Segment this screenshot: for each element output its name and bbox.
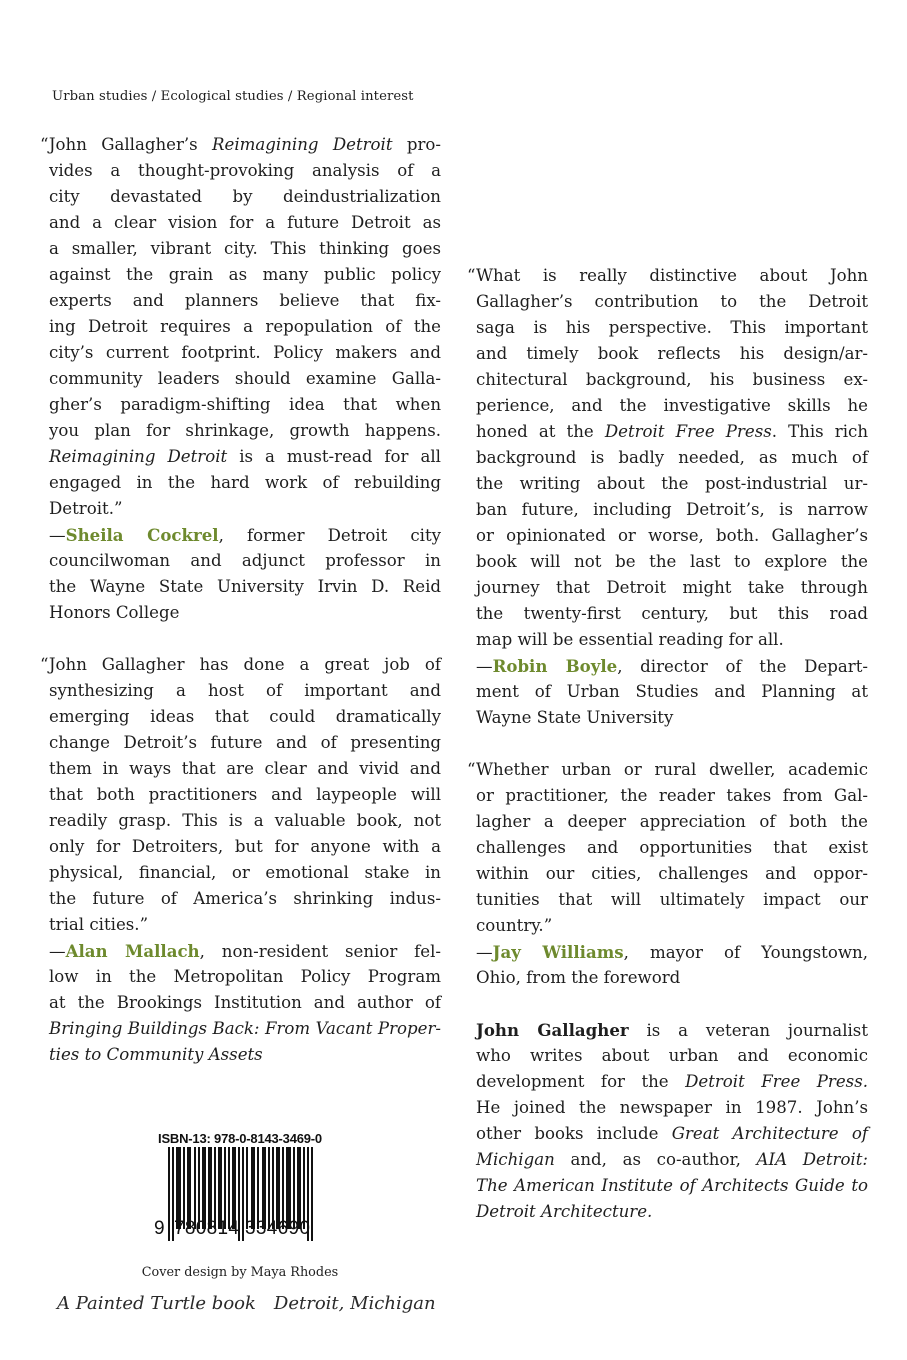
quote-line: “John Gallagher’s Reimagining Detroit pro- <box>40 135 441 154</box>
attribution-line: —Jay Williams, mayor of Youngstown, <box>476 942 868 962</box>
quote-line: challenges and opportunities that exist <box>476 838 868 857</box>
attribution-line: low in the Metropolitan Policy Program <box>49 967 441 986</box>
bio-line: Detroit Architecture. <box>476 1202 653 1221</box>
quote-line: map will be essential reading for all. <box>476 630 784 649</box>
quote-line: Gallagher’s contribution to the Detroit <box>476 292 868 311</box>
attribution-line: ment of Urban Studies and Planning at <box>476 682 868 701</box>
category-line: Urban studies / Ecological studies / Regional interest <box>52 89 414 104</box>
bio-line: Michigan and, as co-author, AIA Detroit: <box>476 1150 868 1169</box>
attribution-name: Jay Williams <box>492 942 624 962</box>
quote-line: book will not be the last to explore the <box>476 552 868 571</box>
quote-line: synthesizing a host of important and <box>49 681 441 700</box>
quote-line: Detroit.” <box>49 499 123 518</box>
attribution-line: —Alan Mallach, non-resident senior fel- <box>49 941 442 961</box>
quote-line: ban future, including Detroit’s, is narrow <box>476 500 868 519</box>
quote-line: community leaders should examine Galla- <box>49 369 441 388</box>
quote-line: readily grasp. This is a valuable book, not <box>49 811 441 830</box>
bio-line: other books include Great Architecture of <box>476 1124 868 1143</box>
quote-line: the writing about the post-industrial ur- <box>476 474 868 493</box>
left-column <box>40 132 442 1068</box>
bio-line: He joined the newspaper in 1987. John’s <box>476 1098 868 1117</box>
publisher-name: A Painted Turtle book <box>57 1293 256 1314</box>
quote-line: “What is really distinctive about John <box>467 266 868 285</box>
quote-line: within our cities, challenges and oppor- <box>476 864 868 883</box>
attribution-line: at the Brookings Institution and author of <box>49 993 441 1012</box>
cover-credit: Cover design by Maya Rhodes <box>141 1265 339 1280</box>
attribution-line: councilwoman and adjunct professor in <box>49 551 441 570</box>
quote-line: “Whether urban or rural dweller, academic <box>467 760 868 779</box>
quote-line: country.” <box>476 916 553 935</box>
quote-line: “John Gallagher has done a great job of <box>40 655 441 674</box>
quote-line: or opinionated or worse, both. Gallagher’s <box>476 526 868 545</box>
quote-line: Reimagining Detroit is a must-read for all <box>49 447 441 466</box>
attribution-name: Robin Boyle <box>492 656 618 676</box>
quote-line: the twenty-first century, but this road <box>476 604 868 623</box>
quote-line: vides a thought-provoking analysis of a <box>49 161 441 180</box>
quote-line: and a clear vision for a future Detroit as <box>49 213 441 232</box>
attribution-line: —Robin Boyle, director of the Depart- <box>476 656 868 676</box>
quote-line: chitectural background, his business ex- <box>476 370 868 389</box>
quote-line: tunities that will ultimately impact our <box>476 890 868 909</box>
quote-line: journey that Detroit might take through <box>476 578 868 597</box>
quote-line: and timely book reflects his design/ar- <box>476 344 868 363</box>
quote-line: only for Detroiters, but for anyone with a <box>49 837 441 856</box>
author-bio <box>476 1017 868 1225</box>
quote-line: physical, financial, or emotional stake in <box>49 863 441 882</box>
bio-line: development for the Detroit Free Press. <box>476 1072 868 1091</box>
quote-line: emerging ideas that could dramatically <box>49 707 441 726</box>
quote-line: you plan for shrinkage, growth happens. <box>49 421 441 440</box>
attribution-line: Ohio, from the foreword <box>476 968 681 987</box>
bio-line: who writes about urban and economic <box>476 1046 868 1065</box>
quote-line: saga is his perspective. This important <box>476 318 868 337</box>
publisher-imprint <box>57 1293 436 1314</box>
quote-line: gher’s paradigm-shifting idea that when <box>49 395 441 414</box>
attribution-line: —Sheila Cockrel, former Detroit city <box>49 525 441 545</box>
quote-line: experts and planners believe that fix- <box>49 291 441 310</box>
quote-line: lagher a deeper appreciation of both the <box>476 812 868 831</box>
attribution-book-line: ties to Community Assets <box>49 1045 263 1064</box>
quote-gallagher-boyle <box>467 263 869 731</box>
attribution-name: Alan Mallach <box>65 941 200 961</box>
attribution-line: Honors College <box>49 603 180 622</box>
quote-gallagher-cockrel <box>40 132 441 626</box>
quote-line: background is badly needed, as much of <box>476 448 868 467</box>
isbn-barcode: ISBN-13: 978-0-8143-3469-0 9 780814 334690 <box>154 1131 326 1241</box>
quote-line: the future of America’s shrinking indus- <box>49 889 441 908</box>
attribution-name: Sheila Cockrel <box>65 525 219 545</box>
quote-line: or practitioner, the reader takes from Gal- <box>476 786 868 805</box>
bio-line: John Gallagher is a veteran journalist <box>476 1020 868 1040</box>
quote-line: against the grain as many public policy <box>49 265 441 284</box>
attribution-book-line: Bringing Buildings Back: From Vacant Proper- <box>49 1019 441 1038</box>
attribution-line: Wayne State University <box>476 708 674 727</box>
quote-gallagher-williams <box>467 757 868 991</box>
quote-line: engaged in the hard work of rebuilding <box>49 473 441 492</box>
quote-line: city devastated by deindustrialization <box>49 187 441 206</box>
quote-line: them in ways that are clear and vivid and <box>49 759 441 778</box>
publisher-location: Detroit, Michigan <box>273 1293 436 1314</box>
quote-line: city’s current footprint. Policy makers and <box>49 343 441 362</box>
quote-line: trial cities.” <box>49 915 149 934</box>
attribution-line: the Wayne State University Irvin D. Reid <box>49 577 441 596</box>
quote-line: perience, and the investigative skills he <box>476 396 868 415</box>
right-column <box>467 263 869 1225</box>
isbn-label: ISBN-13: 978-0-8143-3469-0 <box>158 1131 322 1146</box>
bio-line: The American Institute of Architects Guide to <box>476 1176 868 1195</box>
quote-gallagher-mallach <box>40 652 442 1068</box>
author-name: John Gallagher <box>476 1020 629 1040</box>
quote-line: ing Detroit requires a repopulation of the <box>49 317 441 336</box>
quote-line: honed at the Detroit Free Press. This rich <box>476 422 869 441</box>
quote-line: change Detroit’s future and of presenting <box>49 733 441 752</box>
quote-line: a smaller, vibrant city. This thinking goes <box>49 239 441 258</box>
quote-line: that both practitioners and laypeople will <box>49 785 441 804</box>
